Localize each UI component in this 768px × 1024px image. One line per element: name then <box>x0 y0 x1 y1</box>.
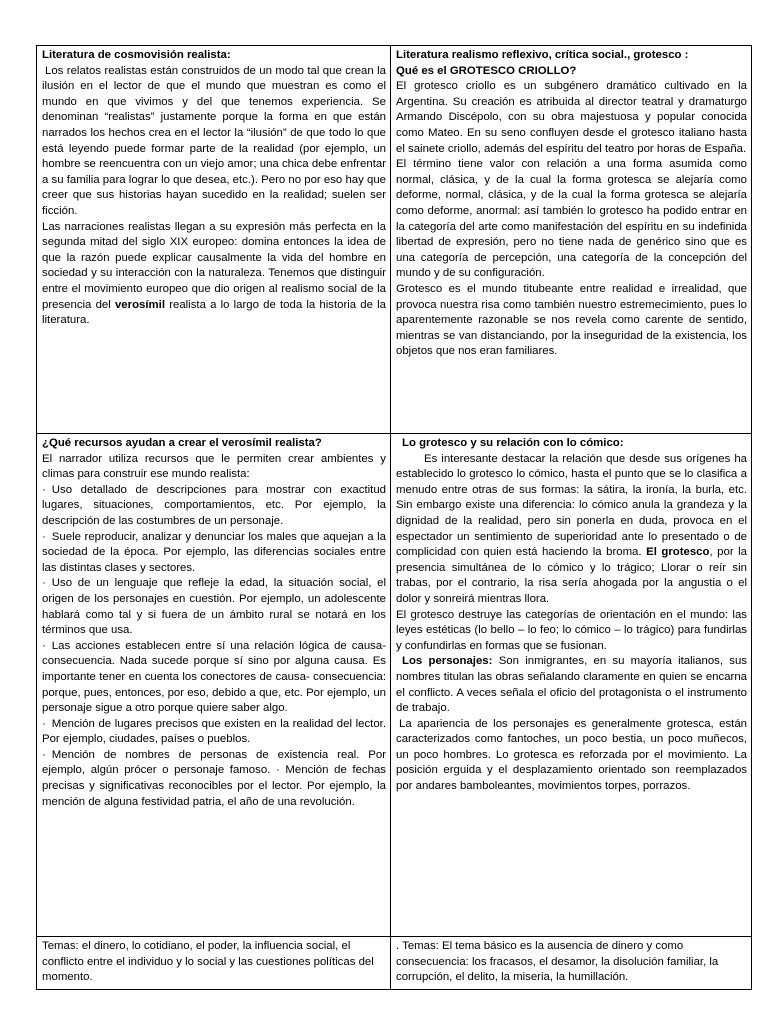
document-sheet <box>36 45 751 990</box>
grotesque-cell <box>391 46 752 434</box>
grotesque-paragraph: El grotesco criollo es un subgénero dramático cultivado en la Argentina. Su creación es atribuida al director teatral y dramaturgo Armando Discépolo, con su obra majestuosa y popular conocida como Mateo. En su seno confluyen desde el grotesco italiano hasta el sainete criollo, además del espíritu del teatro por horas de España. <box>396 80 747 155</box>
realism-paragraph-2-end: realista a lo largo de toda la historia de la literatura. <box>42 298 386 327</box>
grotesque-paragraph-3: Grotesco es el mundo titubeante entre realidad e irrealidad, que provoca nuestra risa como también nuestro estremecimiento, pues lo aparentemente razonable se nos revela como carente de sentido, mientras se van distanciando, por la inseguridad de la existencia, los objetos que nos eran familiares. <box>396 282 747 358</box>
comic-cell <box>391 434 752 937</box>
resource-item: · Mención de lugares precisos que existen en la realidad del lector. Por ejemplo, ciudades, países o pueblos. <box>42 717 386 748</box>
grotesque-themes: . Temas: El tema básico es la ausencia de dinero y como consecuencia: los fracasos, el desamor, la disolución familiar, la corrupción, el delito, la miseria, la humillación. <box>396 940 719 984</box>
appearance-paragraph: La apariencia de los personajes es generalmente grotesca, están caracterizados como fantoches, un poco bestia, un poco muñecos, un poco hombres. Lo grotesca es reforzada por el movimiento. La posición erguida y el desplazamiento orientado son reemplazados por andares bamboleantes, movimientos torpes, porrazos. <box>396 717 747 793</box>
characters-text: Son inmigrantes, en su mayoría italianos, sus nombres titulan las obras señalando claramente en quien se encarna el conflicto. A veces señala el oficio del protagonista o el instrumento de trabajo. <box>396 655 747 715</box>
grotesque-heading: Literatura realismo reflexivo, crítica social., grotesco : <box>396 49 689 61</box>
comic-heading: Lo grotesco y su relación con lo cómico: <box>402 437 624 449</box>
table-row <box>37 46 752 434</box>
comparison-table <box>36 45 752 990</box>
comic-paragraph-end: , por la presencia simultánea de lo cómico y lo trágico; Llorar o reír sin trabas, por el contrario, la risa sería ahogada por la angustia o el dolor y sonreirá mientras llora. <box>396 546 748 605</box>
realism-cell <box>37 46 391 434</box>
grotesque-question: Qué es el GROTESCO CRIOLLO? <box>396 64 577 77</box>
comic-paragraph-text: Es interesante destacar la relación que desde sus orígenes ha establecido lo grotesco lo cómico, hasta el punto que se lo clasifica a menudo entre otras de sus formas: la sátira, la ironía, la burla, etc. Sin embargo existe una diferencia: lo cómico anula la grandeza y la dignidad de la realidad, pero sin ponerla en duda, provoca en el espectador un sentimiento de superioridad ante lo presentado o de complicidad con quien está haciendo la broma. <box>396 452 747 559</box>
resource-item: · Suele reproducir, analizar y denunciar los males que aquejan a la sociedad de la época. Por ejemplo, las diferencias sociales entre las distintas clases y sectores. <box>42 530 386 577</box>
realism-paragraph-2-text: Las narraciones realistas llegan a su expresión más perfecta en la segunda mitad del siglo XIX europeo: domina entonces la idea de que la razón puede explicar causalmente la vida del hombre en sociedad y su interacción con la naturaleza. Tenemos que distinguir entre el movimiento europeo que dio origen al realismo social de la presencia del <box>42 220 386 311</box>
resource-item: · Uso detallado de descripciones para mostrar con exactitud lugares, situaciones, comportamientos, etc. Por ejemplo, la descripción de las costumbres de un personaje. <box>42 483 386 530</box>
resource-item: · Las acciones establecen entre sí una relación lógica de causa-consecuencia. Nada sucede porque sí sino por alguna causa. Es importante tener en cuenta los conectores de causa- consecuencia: porque, pues, entonces, por eso, debido a que, etc. Por ejemplo, un personaje sigue a otro porque quiere saber algo. <box>42 639 386 717</box>
characters-paragraph <box>396 654 747 716</box>
realism-themes-cell <box>37 937 391 990</box>
resources-cell <box>37 434 391 937</box>
comic-paragraph-2: El grotesco destruye las categorías de orientación en el mundo: las leyes estéticas (lo bello – lo feo; lo cómico – lo trágico) para fundirlas y confundirlas en formas que se fusionan. <box>396 608 747 652</box>
grotesque-term: El grotesco <box>646 546 710 559</box>
realism-heading: Literatura de cosmovisión realista: <box>42 49 231 61</box>
resources-heading: ¿Qué recursos ayudan a crear el verosímil realista? <box>42 437 322 449</box>
resource-item: · Uso de un lenguaje que refleje la edad, la situación social, el origen de los personajes en cuestión. Por ejemplo, un adolescente hablará como tal y si fuera de un ámbito rural se notará en los términos que usa. <box>42 576 386 638</box>
table-row <box>37 434 752 937</box>
realism-paragraph-2 <box>42 220 386 329</box>
table-row <box>37 937 752 990</box>
comic-paragraph <box>396 452 747 608</box>
verosimil-term: verosímil <box>114 298 165 311</box>
characters-label: Los personajes: <box>402 655 493 668</box>
resources-intro: El narrador utiliza recursos que le permiten crear ambientes y climas para construir ese mundo realista: <box>42 452 386 481</box>
grotesque-paragraph-2: El término tiene valor con relación a una forma asumida como normal, clásica, y de la cual la forma grotesca se alejaría como deforme, normal, clásica, y de la cual la forma grotesca se alejaría como deforme, anormal: así también lo grotesco ha podido entrar en la categoría del arte como manifestación del espíritu en su indefinida libertad de expresión, pero no tiene nada de genérico sino que es una categoría de percepción, una categoría de la concepción del mundo y de su configuración. <box>396 158 747 280</box>
resource-item: · Mención de nombres de personas de existencia real. Por ejemplo, algún prócer o personaje famoso. · Mención de fechas precisas y significativas reconocibles por el lector. Por ejemplo, la mención de alguna festividad patria, el año de una revolución. <box>42 748 386 810</box>
grotesque-themes-cell <box>391 937 752 990</box>
realism-themes: Temas: el dinero, lo cotidiano, el poder, la influencia social, el conflicto entre el individuo y lo social y las cuestiones políticas del momento. <box>42 940 374 984</box>
realism-paragraph: Los relatos realistas están construidos de un modo tal que crean la ilusión en el lector de que el mundo que muestran es como el mundo en que vivimos y del que tenemos experiencia. Se denominan “realistas” justamente porque la forma en que están narrados los hechos crea en el lector la “ilusión” de que todo lo que está leyendo puede formar parte de la realidad (por ejemplo, un hombre se reencuentra con un viejo amor; una chica debe enfrentar a su familia para lograr lo que desea, etc.). Pero no por eso hay que creer que sus historias hayan sucedido en la realidad; suelen ser ficción. <box>42 64 386 217</box>
